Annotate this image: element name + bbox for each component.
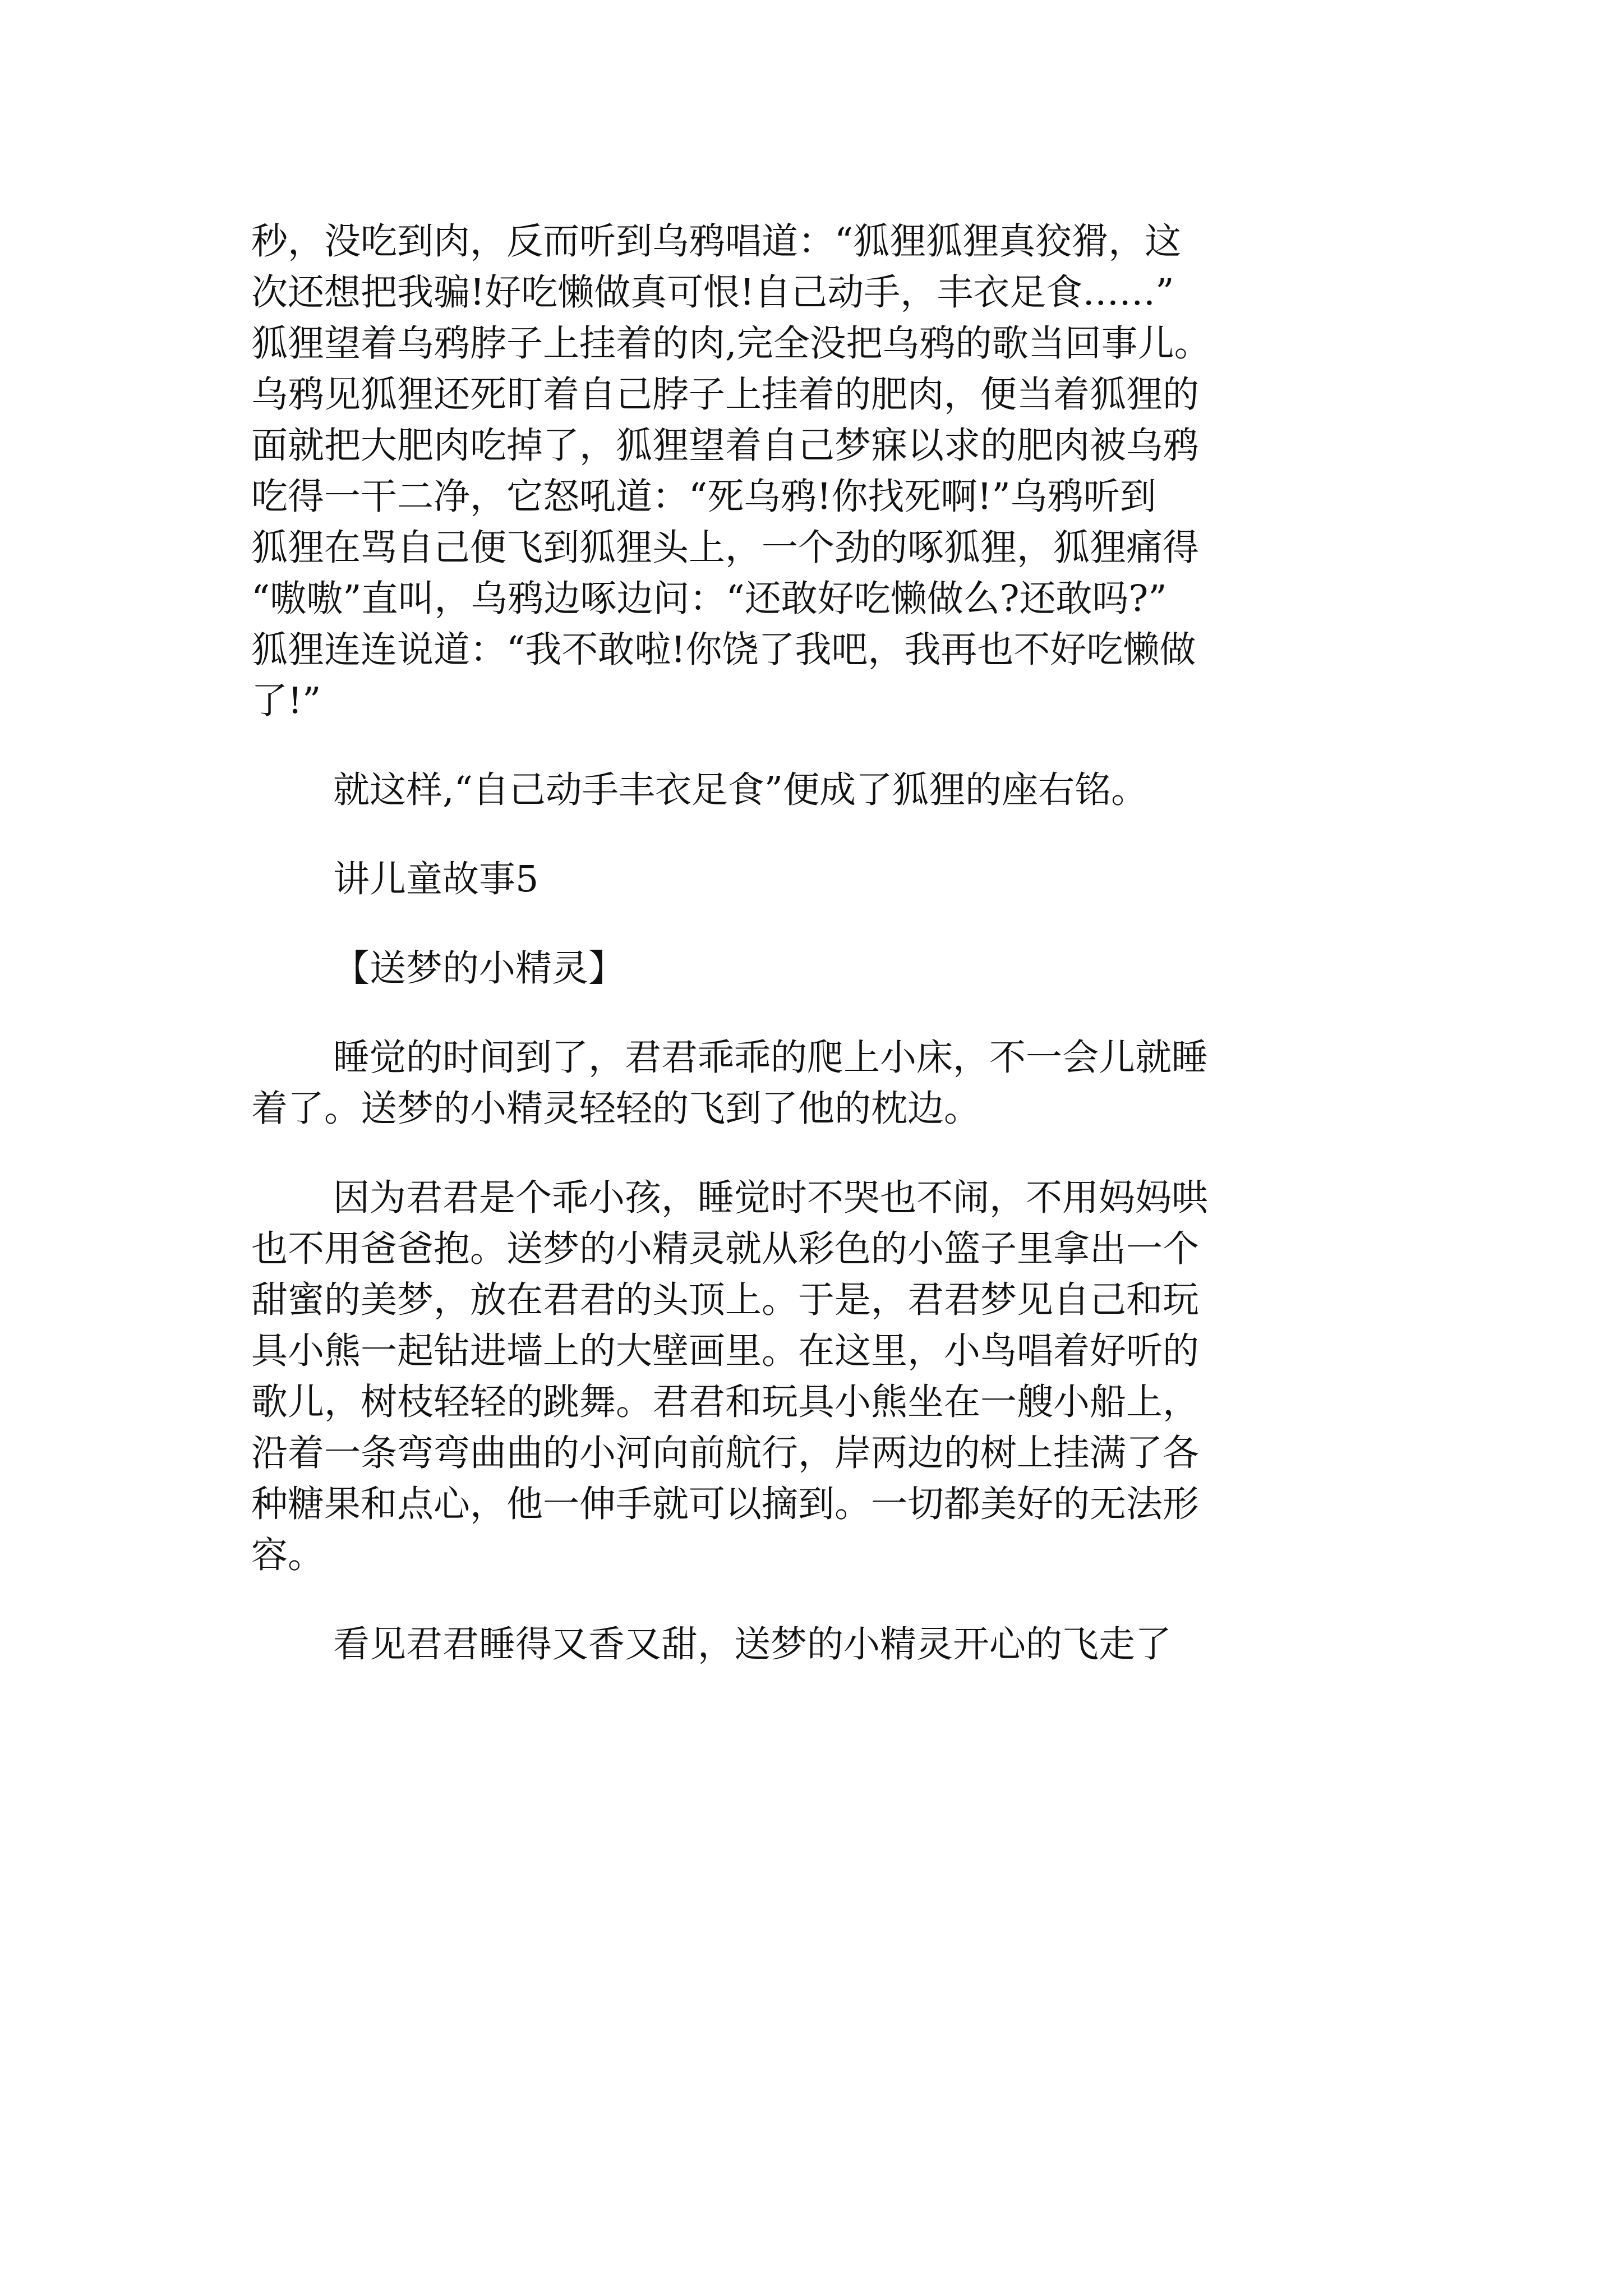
- paragraph-fox-crow-ending: [251, 216, 1457, 726]
- text-line: 沿着一条弯弯曲曲的小河向前航行，岸两边的树上挂满了各: [251, 1432, 1200, 1474]
- text-line: 吃得一干二净，它怒吼道：“死乌鸦!你找死啊!”乌鸦听到: [251, 476, 1156, 518]
- text-line: 乌鸦见狐狸还死盯着自己脖子上挂着的肥肉，便当着狐狸的: [251, 374, 1200, 416]
- text-line: 秒，没吃到肉，反而听到乌鸦唱道：“狐狸狐狸真狡猾，这: [251, 220, 1182, 263]
- text-line: 面就把大肥肉吃掉了，狐狸望着自己梦寐以求的肥肉被乌鸦: [251, 425, 1200, 467]
- text-line: 了!”: [251, 680, 321, 722]
- text-line: 种糖果和点心，他一伸手就可以摘到。一切都美好的无法形: [251, 1483, 1200, 1525]
- text-line: 就这样,“自己动手丰衣足食”便成了狐狸的座右铭。: [333, 769, 1148, 811]
- text-line: 歌儿，树枝轻轻的跳舞。君君和玩具小熊坐在一艘小船上，: [251, 1381, 1200, 1423]
- text-line: 因为君君是个乖小孩，睡觉时不哭也不闹，不用妈妈哄: [333, 1177, 1209, 1219]
- text-line: 也不用爸爸抱。送梦的小精灵就从彩色的小篮子里拿出一个: [251, 1228, 1200, 1270]
- story-heading: [251, 854, 1457, 905]
- text-line: 次还想把我骗!好吃懒做真可恨!自己动手，丰衣足食……”: [251, 272, 1174, 314]
- text-line: 狐狸连连说道：“我不敢啦!你饶了我吧，我再也不好吃懒做: [251, 629, 1196, 671]
- text-line: 着了。送梦的小精灵轻轻的飞到了他的枕边。: [251, 1088, 981, 1130]
- text-line: 狐狸在骂自己便飞到狐狸头上，一个劲的啄狐狸，狐狸痛得: [251, 527, 1200, 569]
- text-line: 狐狸望着乌鸦脖子上挂着的肉,完全没把乌鸦的歌当回事儿。: [251, 323, 1211, 365]
- document-body: [251, 216, 1457, 1670]
- text-line: “嗷嗷”直叫，乌鸦边啄边问：“还敢好吃懒做么?还敢吗?”: [251, 578, 1167, 620]
- section-title: 讲儿童故事5: [333, 858, 539, 900]
- text-line: 睡觉的时间到了，君君乖乖的爬上小床，不一会儿就睡: [333, 1037, 1209, 1079]
- paragraph-bedtime: [251, 1032, 1457, 1134]
- text-line: 看见君君睡得又香又甜，送梦的小精灵开心的飞走了: [333, 1623, 1172, 1665]
- paragraph-fly-away: [251, 1619, 1457, 1670]
- paragraph-dream: [251, 1172, 1457, 1581]
- story-title: [251, 943, 1457, 994]
- text-line: 具小熊一起钻进墙上的大壁画里。在这里，小鸟唱着好听的: [251, 1330, 1200, 1372]
- paragraph-motto: [251, 765, 1457, 816]
- text-line: 容。: [251, 1534, 325, 1576]
- story-title-text: 【送梦的小精灵】: [333, 947, 625, 990]
- text-line: 甜蜜的美梦，放在君君的头顶上。于是，君君梦见自己和玩: [251, 1279, 1200, 1321]
